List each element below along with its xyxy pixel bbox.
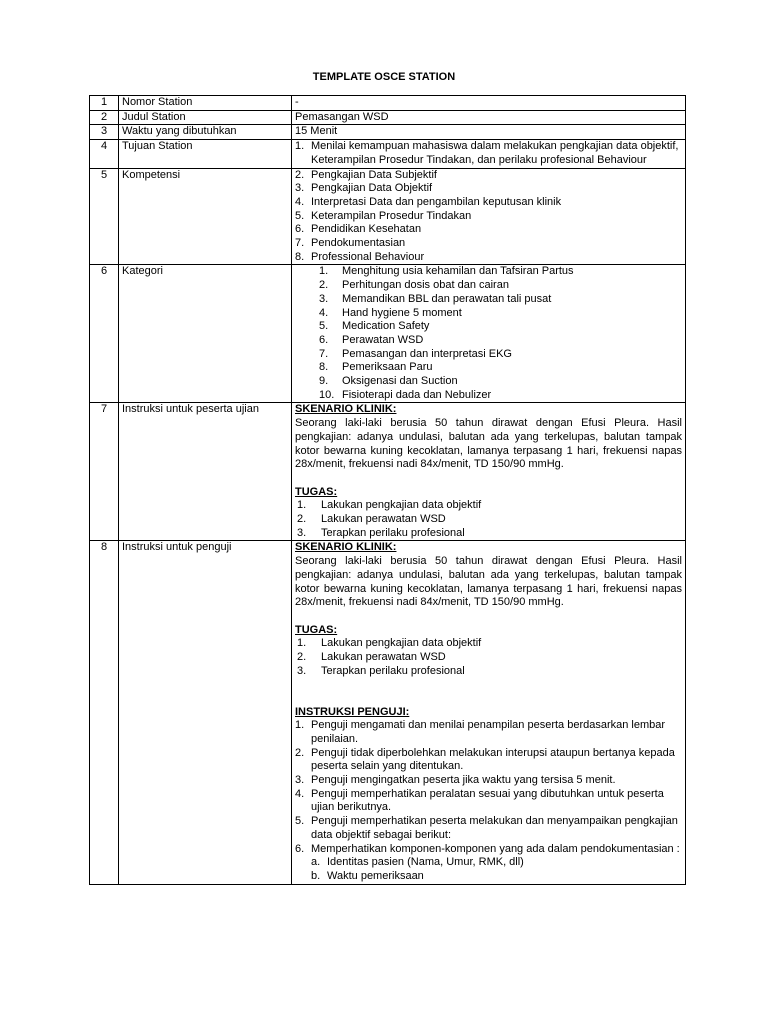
page-title: TEMPLATE OSCE STATION: [312, 71, 456, 83]
list-item: 5. Penguji memperhatikan peserta melakukan dan menyampaikan pengkajian data objektif sebagai berikut:: [295, 815, 678, 841]
table-row: [90, 265, 686, 403]
row-label: Instruksi untuk penguji: [119, 541, 292, 884]
list-item: 9. Oksigenasi dan Suction: [319, 375, 458, 388]
tugas-heading: TUGAS:: [295, 485, 338, 498]
list-item: 1. Menilai kemampuan mahasiswa dalam melakukan pengkajian data objektif, Keterampilan Prosedur Tindakan, dan perilaku profesional Behaviour: [295, 140, 679, 166]
row-label: Instruksi untuk peserta ujian: [119, 403, 292, 541]
row-value: 15 Menit: [292, 125, 686, 140]
list-item: 4. Penguji memperhatikan peralatan sesuai yang dibutuhkan untuk peserta ujian berikutnya.: [295, 787, 664, 814]
row-value: [292, 403, 686, 541]
list-item: 6. Pendidikan Kesehatan: [295, 223, 422, 236]
table-row: [90, 168, 686, 265]
row-label: Judul Station: [119, 110, 292, 125]
row-label: Waktu yang dibutuhkan: [119, 125, 292, 140]
list-item: 3. Terapkan perilaku profesional: [297, 664, 465, 677]
list-item: 4. Hand hygiene 5 moment: [319, 306, 462, 319]
row-value: -: [292, 96, 686, 111]
kompetensi-list: [295, 169, 682, 265]
row-label: Nomor Station: [119, 96, 292, 111]
osce-station-table: [89, 95, 686, 885]
row-label: Kategori: [119, 265, 292, 403]
row-number: 3: [90, 125, 119, 140]
list-item: 8. Pemeriksaan Paru: [319, 361, 433, 374]
row-number: 5: [90, 168, 119, 265]
list-item: 7. Pemasangan dan interpretasi EKG: [319, 347, 512, 360]
list-item: 3. Pengkajian Data Objektif: [295, 182, 433, 195]
table-row: [90, 96, 686, 111]
list-item: 5. Keterampilan Prosedur Tindakan: [295, 209, 472, 222]
row-number: 8: [90, 541, 119, 884]
row-value: [292, 541, 686, 884]
skenario-heading: SKENARIO KLINIK:: [295, 403, 397, 416]
list-item: 6. Perawatan WSD: [319, 333, 424, 346]
list-item: 2. Lakukan perawatan WSD: [297, 513, 446, 526]
instruksi-penguji-heading: INSTRUKSI PENGUJI:: [295, 705, 410, 718]
row-value: [292, 168, 686, 265]
list-item: 3. Memandikan BBL dan perawatan tali pusat: [319, 292, 552, 305]
list-item: 1. Lakukan pengkajian data objektif: [297, 637, 482, 650]
row-value: [292, 140, 686, 168]
list-item: a. Identitas pasien (Nama, Umur, RMK, dll): [311, 856, 524, 869]
row-label: Kompetensi: [119, 168, 292, 265]
table-row: [90, 140, 686, 168]
list-item: 8. Professional Behaviour: [295, 250, 425, 263]
list-item: 1. Penguji mengamati dan menilai penampilan peserta berdasarkan lembar penilaian.: [295, 719, 666, 745]
list-item: 2. Penguji tidak diperbolehkan melakukan interupsi ataupun bertanya kepada peserta selain yang ditentukan.: [295, 746, 675, 773]
list-item: 5. Medication Safety: [319, 320, 430, 333]
list-item: 1. Menghitung usia kehamilan dan Tafsiran Partus: [319, 265, 574, 278]
list-item: 3. Terapkan perilaku profesional: [297, 526, 465, 539]
skenario-text: Seorang laki-laki berusia 50 tahun dirawat dengan Efusi Pleura. Hasil pengkajian: adanya undulasi, balutan ada yang terkelupas, balutan tampak kotor bewarna kuning kecoklatan, lamanya terpasang 1 hari, frekuensi napas 28x/menit, frekuensi nadi 84x/menit, TD 150/90 mmHg.: [295, 555, 682, 609]
list-item: 4. Interpretasi Data dan pengambilan keputusan klinik: [295, 195, 562, 208]
row-label: Tujuan Station: [119, 140, 292, 168]
row-number: 4: [90, 140, 119, 168]
row-number: 7: [90, 403, 119, 541]
row-value: [292, 265, 686, 403]
list-item: 7. Pendokumentasian: [295, 237, 406, 250]
tujuan-list: [295, 140, 682, 167]
list-item: 2. Lakukan perawatan WSD: [297, 651, 446, 664]
row-number: 1: [90, 96, 119, 111]
list-item: 6. Memperhatikan komponen-komponen yang ada dalam pendokumentasian :: [295, 842, 680, 855]
instruksi-penguji-list: [295, 719, 682, 856]
kategori-list: [295, 265, 682, 402]
skenario-heading: SKENARIO KLINIK:: [295, 541, 397, 554]
tugas-list: [295, 637, 682, 678]
komponen-sublist: [295, 856, 682, 883]
row-number: 2: [90, 110, 119, 125]
table-row: [90, 125, 686, 140]
tugas-list: [295, 499, 682, 540]
row-value: Pemasangan WSD: [292, 110, 686, 125]
list-item: b. Waktu pemeriksaan: [311, 869, 424, 882]
list-item: 3. Penguji mengingatkan peserta jika waktu yang tersisa 5 menit.: [295, 774, 616, 787]
list-item: 2. Pengkajian Data Subjektif: [295, 168, 437, 181]
table-row: [90, 403, 686, 541]
tugas-heading: TUGAS:: [295, 623, 338, 636]
table-row: [90, 541, 686, 884]
table-row: [90, 110, 686, 125]
row-number: 6: [90, 265, 119, 403]
list-item: 2. Perhitungan dosis obat dan cairan: [319, 279, 509, 292]
list-item: 10. Fisioterapi dada dan Nebulizer: [319, 388, 492, 401]
skenario-text: Seorang laki-laki berusia 50 tahun dirawat dengan Efusi Pleura. Hasil pengkajian: adanya undulasi, balutan ada yang terkelupas, balutan tampak kotor bewarna kuning kecoklatan, lamanya terpasang 1 hari, frekuensi napas 28x/menit, frekuensi nadi 84x/menit, TD 150/90 mmHg.: [295, 417, 682, 471]
list-item: 1. Lakukan pengkajian data objektif: [297, 499, 482, 512]
